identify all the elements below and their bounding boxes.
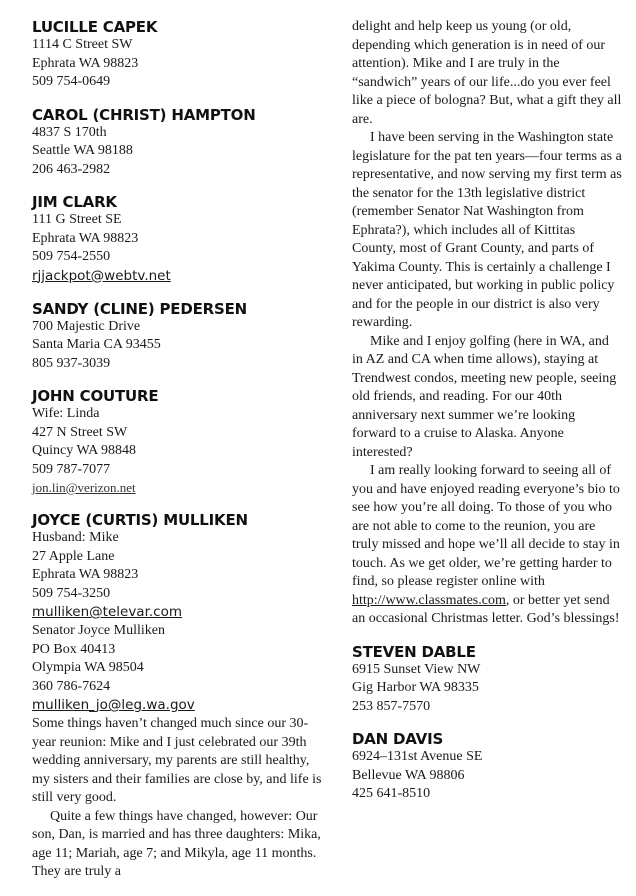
entry-dan-davis: [352, 730, 622, 804]
entry-sandy-pedersen: [32, 300, 322, 374]
phone-line: 360 786-7624: [32, 678, 111, 694]
phone-line: 509 754-0649: [32, 74, 111, 89]
address-line: 27 Apple Lane: [32, 548, 115, 564]
phone-line: 425 641-8510: [352, 786, 431, 801]
entry-john-couture: [32, 387, 322, 497]
email-link[interactable]: mulliken@televar.com: [32, 604, 183, 620]
email-link[interactable]: rjjackpot@webtv.net: [32, 267, 171, 284]
entry-name: JOYCE (CURTIS) MULLIKEN: [32, 511, 248, 529]
bio-paragraph: I have been serving in the Washington state legislature for the pat ten years—four terms as a representative, and now serving my first term as the senator for the 13th legislative district (remember Senator Nat Washington from Ephrata?), which includes all of Kittitas County, most of Grant County, and parts of Yakima County. This is certainly a challenge I never anticipated, but working in public policy and for the people in our district is also very rewarding.: [352, 130, 622, 330]
entry-name: CAROL (CHRIST) HAMPTON: [32, 105, 256, 124]
title-line: Senator Joyce Mulliken: [32, 623, 165, 638]
city-line: Ephrata WA 98823: [32, 230, 139, 246]
address-line: 427 N Street SW: [32, 424, 128, 440]
bio-paragraph: Quite a few things have changed, however: Our son, Dan, is married and has three daughters: Mika, age 11; Mariah, age 7; and Mikyla, age 11 months. They are truly a: [32, 808, 321, 879]
bio-paragraph: Some things haven’t changed much since our 30-year reunion: Mike and I just celebrated our 39th wedding anniversary, my parents are still healthy, my sisters and their families are close by, and life is still very good.: [32, 716, 322, 805]
entry-joyce-mulliken: [32, 511, 322, 882]
entry-carol-hampton: [32, 106, 322, 180]
phone-line: 509 787-7077: [32, 461, 111, 477]
spouse-line: Wife: Linda: [32, 406, 100, 421]
bio-paragraph: delight and help keep us young (or old, depending which generation is in need of our attention). Mike and I are truly in the “sandwich” years of our life...do you ever feel like a piece of bologna? But, what a gift they all are.: [352, 19, 622, 127]
entry-name: SANDY (CLINE) PEDERSEN: [32, 299, 247, 318]
bio-paragraph: Mike and I enjoy golfing (here in WA, and in AZ and CA when time allows), staying at Trendwest condos, meeting new people, seeing old friends, and reading. For our 40th anniversary next summer we’re looking forward to a cruise to Alaska. Anyone interested?: [352, 333, 617, 460]
bio-text: I am really looking forward to seeing all of you and have enjoyed reading everyone’s bio to see how you’re all doing. To those of you who are not able to come to the reunion, you are truly missed and hope we’ll all decide to stay in touch. As we get older, we’re getting harder to find, so please register online with: [352, 463, 620, 589]
address-line: 700 Majestic Drive: [32, 318, 141, 334]
city-line: Olympia WA 98504: [32, 660, 144, 675]
left-column: [32, 18, 322, 896]
classmates-link[interactable]: http://www.classmates.com: [352, 592, 506, 608]
city-line: Gig Harbor WA 98335: [352, 680, 479, 695]
entry-name: STEVEN DABLE: [352, 642, 476, 661]
email-link[interactable]: mulliken_jo@leg.wa.gov: [32, 697, 195, 713]
phone-line: 509 754-2550: [32, 249, 111, 264]
spouse-line: Husband: Mike: [32, 530, 119, 545]
city-line: Seattle WA 98188: [32, 143, 133, 158]
entry-name: LUCILLE CAPEK: [32, 18, 158, 36]
address-line: 4837 S 170th: [32, 124, 107, 140]
entry-name: DAN DAVIS: [352, 730, 444, 748]
phone-line: 509 754-3250: [32, 585, 111, 601]
entry-name: JOHN COUTURE: [32, 387, 159, 405]
phone-line: 206 463-2982: [32, 161, 111, 177]
city-line: Ephrata WA 98823: [32, 55, 139, 71]
entry-lucille-capek: [32, 18, 322, 92]
email-link[interactable]: jon.lin@verizon.net: [32, 480, 136, 495]
bio-paragraph: [352, 462, 622, 629]
address-line: 1114 C Street SW: [32, 37, 133, 52]
address-line: 6924–131st Avenue SE: [352, 749, 483, 764]
address-line: 6915 Sunset View NW: [352, 661, 481, 677]
po-box-line: PO Box 40413: [32, 641, 116, 657]
city-line: Santa Maria CA 93455: [32, 337, 161, 352]
city-line: Bellevue WA 98806: [352, 767, 465, 783]
city-line: Quincy WA 98848: [32, 443, 136, 458]
entry-jim-clark: [32, 193, 322, 286]
phone-line: 805 937-3039: [32, 355, 111, 371]
right-column: [352, 18, 622, 818]
bio-text: , or better yet send an occasional Christmas letter. God’s blessings!: [352, 592, 620, 626]
entry-name: JIM CLARK: [32, 193, 117, 211]
phone-line: 253 857-7570: [352, 698, 431, 714]
city-line: Ephrata WA 98823: [32, 567, 139, 582]
address-line: 111 G Street SE: [32, 212, 122, 227]
entry-steven-dable: [352, 643, 622, 717]
